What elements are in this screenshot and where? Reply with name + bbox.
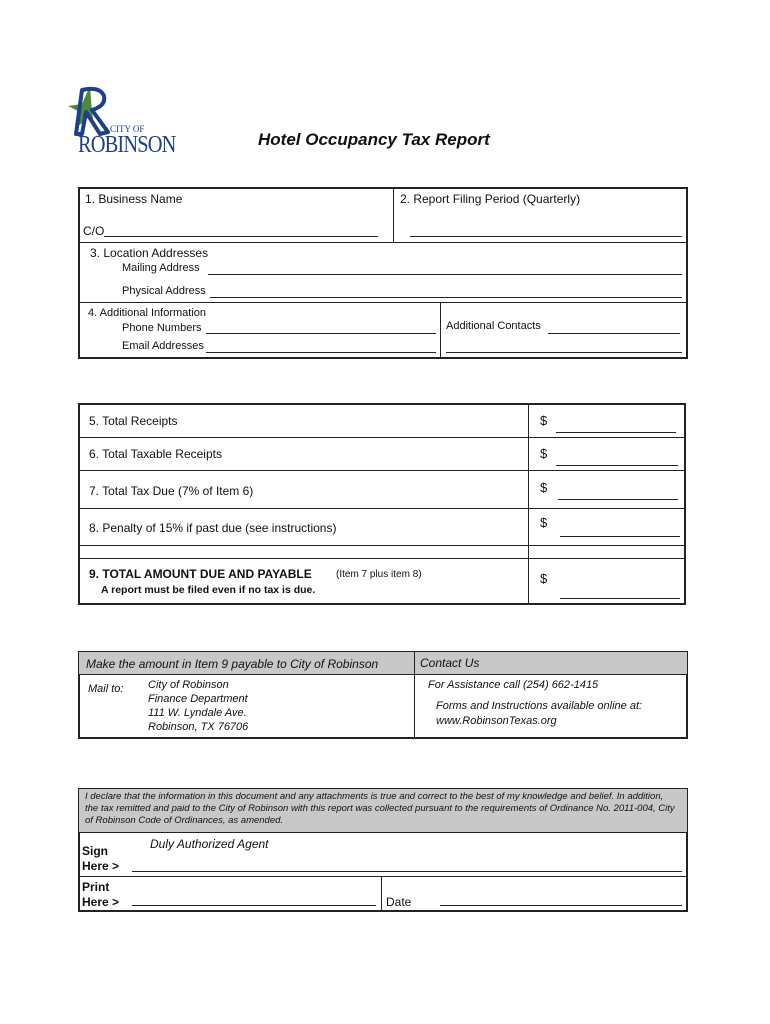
agent-label: Duly Authorized Agent (150, 837, 269, 851)
print-label-1: Print (82, 880, 110, 894)
filing-period-label: 2. Report Filing Period (Quarterly) (400, 192, 581, 206)
filing-period-field[interactable] (410, 236, 682, 237)
tax-due-field[interactable] (558, 499, 678, 500)
print-label-2: Here > (82, 895, 120, 909)
address-line-3: 111 W. Lyndale Ave. (148, 707, 247, 719)
assistance-text: For Assistance call (254) 662-1415 (428, 679, 599, 691)
contacts-field-1[interactable] (548, 333, 680, 334)
sign-label-1: Sign (82, 844, 108, 858)
contact-header: Contact Us (420, 656, 480, 670)
taxable-receipts-field[interactable] (556, 465, 678, 466)
tax-due-label: 7. Total Tax Due (7% of Item 6) (89, 484, 254, 498)
date-label: Date (386, 895, 412, 909)
declaration-text: I declare that the information in this document and any attachments is true and correct to the best of my knowledge and belief. In addition, the tax remitted and paid to the City of Robinson with this report was collected pursuant to the requirements of Ordinance No. 2011-004, City of Robinson Code of Ordinances, as amended. (85, 791, 675, 826)
physical-address-field[interactable] (210, 297, 682, 298)
total-due-note: (Item 7 plus item 8) (336, 569, 422, 580)
total-due-field[interactable] (560, 598, 680, 599)
contacts-label: Additional Contacts (446, 320, 541, 332)
dollar-sign-7: $ (540, 480, 548, 495)
mailing-address-field[interactable] (208, 274, 682, 275)
phone-field[interactable] (206, 333, 436, 334)
dollar-sign-8: $ (540, 515, 548, 530)
city-logo (60, 82, 190, 162)
sign-label-2: Here > (82, 859, 120, 873)
website-text: www.RobinsonTexas.org (436, 715, 557, 727)
logo-big-text: ROBINSON (78, 132, 176, 158)
dollar-sign-6: $ (540, 446, 548, 461)
address-line-1: City of Robinson (148, 679, 229, 691)
forms-text: Forms and Instructions available online at: (436, 700, 643, 712)
dollar-sign-9: $ (540, 571, 548, 586)
co-label: C/O (83, 224, 105, 238)
email-label: Email Addresses (122, 340, 204, 352)
penalty-label: 8. Penalty of 15% if past due (see instructions) (89, 521, 337, 535)
dollar-sign-5: $ (540, 413, 548, 428)
date-field[interactable] (440, 905, 682, 906)
penalty-field[interactable] (560, 536, 680, 537)
taxable-receipts-label: 6. Total Taxable Receipts (89, 447, 222, 461)
co-field[interactable] (104, 236, 378, 237)
email-field[interactable] (206, 352, 436, 353)
additional-info-label: 4. Additional Information (88, 307, 207, 319)
contacts-field-2[interactable] (446, 352, 682, 353)
filing-note: A report must be filed even if no tax is due. (101, 584, 316, 596)
logo-small-text: CITY OF (110, 124, 145, 134)
print-name-field[interactable] (132, 905, 376, 906)
location-label: 3. Location Addresses (90, 246, 209, 260)
physical-label: Physical Address (122, 285, 206, 297)
total-receipts-field[interactable] (556, 432, 676, 433)
signature-field[interactable] (132, 871, 682, 872)
address-line-4: Robinson, TX 76706 (148, 721, 249, 733)
total-due-label: 9. TOTAL AMOUNT DUE AND PAYABLE (89, 567, 312, 581)
payable-header: Make the amount in Item 9 payable to City of Robinson (86, 657, 379, 671)
address-line-2: Finance Department (148, 693, 248, 705)
total-receipts-label: 5. Total Receipts (89, 414, 178, 428)
mailing-label: Mailing Address (122, 262, 200, 274)
phone-label: Phone Numbers (122, 322, 202, 334)
page-title: Hotel Occupancy Tax Report (258, 130, 490, 149)
business-name-label: 1. Business Name (85, 192, 183, 206)
mail-to-label: Mail to: (88, 683, 124, 695)
